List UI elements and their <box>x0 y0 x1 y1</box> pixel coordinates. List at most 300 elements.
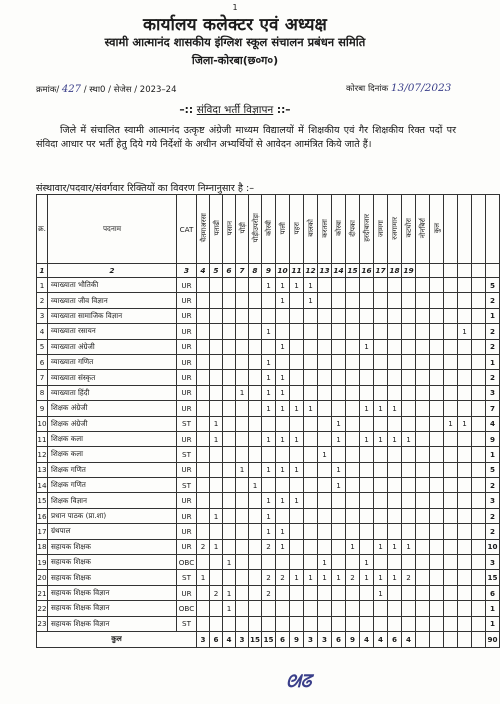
vacancy-count: 1 <box>318 570 332 585</box>
vacancy-count <box>444 370 458 385</box>
vacancy-count <box>249 508 262 523</box>
table-row <box>37 416 500 431</box>
date-line <box>346 82 451 94</box>
vacancy-count <box>332 324 346 339</box>
vacancy-count <box>332 293 346 308</box>
vacancy-count: 1 <box>276 539 290 554</box>
category: ST <box>177 570 197 585</box>
vacancy-count <box>374 416 388 431</box>
vacancy-count <box>318 401 332 416</box>
vacancy-count <box>236 354 249 369</box>
vacancy-count <box>276 308 290 323</box>
vacancy-count <box>444 278 458 293</box>
category: UR <box>177 462 197 477</box>
vacancy-count <box>388 339 402 354</box>
vacancy-count <box>318 370 332 385</box>
vacancy-count <box>374 478 388 493</box>
vacancy-count <box>444 401 458 416</box>
vacancy-count: 1 <box>332 478 346 493</box>
vacancy-count <box>388 447 402 462</box>
column-total: 6 <box>388 631 402 647</box>
vacancy-count <box>416 278 430 293</box>
column-header-label: कोरबा <box>335 220 343 236</box>
vacancy-count: 1 <box>236 385 249 400</box>
row-number: 11 <box>37 431 48 446</box>
vacancy-count: 2 <box>262 570 276 585</box>
table-row <box>37 278 500 293</box>
table-row <box>37 324 500 339</box>
vacancy-count <box>304 601 318 616</box>
vacancy-count <box>402 585 416 600</box>
column-number <box>486 264 500 278</box>
vacancy-count <box>346 370 360 385</box>
vacancy-count <box>290 416 304 431</box>
vacancy-count: 1 <box>262 354 276 369</box>
totals-label: कुल <box>37 631 197 647</box>
vacancy-count: 1 <box>223 555 236 570</box>
vacancy-count <box>223 493 236 508</box>
vacancy-count <box>430 401 444 416</box>
vacancy-count <box>360 385 374 400</box>
vacancy-count <box>360 585 374 600</box>
column-total <box>472 631 486 647</box>
vacancy-count <box>346 293 360 308</box>
vacancy-count <box>458 585 472 600</box>
vacancy-count: 1 <box>374 401 388 416</box>
vacancy-count <box>197 308 210 323</box>
vacancy-count <box>374 385 388 400</box>
vacancy-count: 1 <box>388 570 402 585</box>
vacancy-count <box>458 524 472 539</box>
column-header <box>430 195 444 264</box>
column-header <box>402 195 416 264</box>
vacancy-count <box>223 539 236 554</box>
vacancy-count <box>249 416 262 431</box>
vacancy-count <box>332 401 346 416</box>
vacancy-count <box>223 508 236 523</box>
column-header-label: पहरा <box>293 221 301 235</box>
vacancy-count <box>430 585 444 600</box>
vacancy-count <box>416 354 430 369</box>
post-name: शिक्षक अंग्रेजी <box>48 416 177 431</box>
vacancy-count <box>402 354 416 369</box>
column-number <box>444 264 458 278</box>
column-header-label: कुल <box>433 222 441 234</box>
vacancy-count <box>290 585 304 600</box>
vacancy-count <box>223 462 236 477</box>
vacancy-count <box>458 570 472 585</box>
category: UR <box>177 431 197 446</box>
column-number: 8 <box>249 264 262 278</box>
vacancy-count <box>360 278 374 293</box>
vacancy-count <box>472 416 486 431</box>
vacancy-count <box>402 616 416 631</box>
vacancy-count: 1 <box>304 293 318 308</box>
vacancy-count: 1 <box>388 539 402 554</box>
column-header <box>444 195 458 264</box>
vacancy-table <box>36 194 500 648</box>
vacancy-count <box>223 278 236 293</box>
row-total: 2 <box>486 339 500 354</box>
vacancy-count <box>318 293 332 308</box>
vacancy-count <box>458 493 472 508</box>
vacancy-count <box>374 354 388 369</box>
vacancy-count <box>416 462 430 477</box>
vacancy-count: 1 <box>318 447 332 462</box>
vacancy-count <box>402 462 416 477</box>
vacancy-count <box>388 370 402 385</box>
vacancy-count <box>430 601 444 616</box>
vacancy-count <box>346 493 360 508</box>
column-number: 15 <box>346 264 360 278</box>
column-number: 16 <box>360 264 374 278</box>
vacancy-count <box>223 324 236 339</box>
vacancy-count <box>210 555 223 570</box>
vacancy-count <box>223 293 236 308</box>
row-total: 1 <box>486 354 500 369</box>
vacancy-count <box>223 308 236 323</box>
vacancy-count <box>402 478 416 493</box>
column-number: 6 <box>223 264 236 278</box>
vacancy-count: 1 <box>360 401 374 416</box>
vacancy-count <box>402 308 416 323</box>
column-header <box>197 195 210 264</box>
vacancy-count <box>249 601 262 616</box>
vacancy-count <box>346 508 360 523</box>
vacancy-count: 1 <box>290 493 304 508</box>
vacancy-count <box>318 324 332 339</box>
column-number <box>458 264 472 278</box>
vacancy-count <box>458 293 472 308</box>
vacancy-count <box>444 339 458 354</box>
vacancy-count <box>318 339 332 354</box>
column-total: 4 <box>223 631 236 647</box>
vacancy-count <box>346 478 360 493</box>
vacancy-count <box>388 524 402 539</box>
column-total: 9 <box>346 631 360 647</box>
vacancy-count <box>318 539 332 554</box>
vacancy-count <box>444 601 458 616</box>
vacancy-count <box>304 324 318 339</box>
vacancy-count <box>430 278 444 293</box>
row-total: 7 <box>486 401 500 416</box>
vacancy-count <box>402 278 416 293</box>
vacancy-count <box>290 324 304 339</box>
vacancy-count <box>346 524 360 539</box>
vacancy-count <box>402 601 416 616</box>
vacancy-count: 1 <box>290 462 304 477</box>
vacancy-count <box>444 539 458 554</box>
vacancy-count: 1 <box>402 431 416 446</box>
row-number: 22 <box>37 601 48 616</box>
vacancy-count <box>197 324 210 339</box>
vacancy-count <box>444 324 458 339</box>
vacancy-count <box>430 385 444 400</box>
row-total: 1 <box>486 447 500 462</box>
vacancy-count <box>318 493 332 508</box>
vacancy-count <box>223 416 236 431</box>
vacancy-count <box>472 524 486 539</box>
vacancy-count <box>249 324 262 339</box>
vacancy-count: 2 <box>262 539 276 554</box>
table-row <box>37 370 500 385</box>
vacancy-count <box>444 385 458 400</box>
table-row <box>37 478 500 493</box>
column-header <box>458 195 472 264</box>
vacancy-count <box>332 339 346 354</box>
vacancy-count <box>388 308 402 323</box>
vacancy-count <box>249 524 262 539</box>
vacancy-count <box>332 524 346 539</box>
vacancy-count <box>458 339 472 354</box>
vacancy-count <box>304 431 318 446</box>
vacancy-count <box>197 385 210 400</box>
vacancy-count <box>360 508 374 523</box>
vacancy-count <box>374 308 388 323</box>
vacancy-count <box>402 339 416 354</box>
post-name: प्रधान पाठक (प्रा.शा) <box>48 508 177 523</box>
vacancy-count <box>346 416 360 431</box>
vacancy-count <box>210 570 223 585</box>
vacancy-count <box>249 339 262 354</box>
vacancy-count <box>360 447 374 462</box>
row-total: 1 <box>486 616 500 631</box>
vacancy-count <box>197 585 210 600</box>
table-row <box>37 293 500 308</box>
column-total: 4 <box>360 631 374 647</box>
vacancy-count <box>304 585 318 600</box>
vacancy-count <box>304 616 318 631</box>
category: UR <box>177 354 197 369</box>
post-name: शिक्षक कला <box>48 431 177 446</box>
vacancy-count <box>236 570 249 585</box>
vacancy-count <box>458 555 472 570</box>
vacancy-count <box>249 539 262 554</box>
vacancy-count <box>290 508 304 523</box>
vacancy-count <box>318 601 332 616</box>
vacancy-count: 1 <box>276 493 290 508</box>
table-row <box>37 555 500 570</box>
vacancy-count <box>210 385 223 400</box>
vacancy-count <box>402 493 416 508</box>
vacancy-count <box>472 447 486 462</box>
vacancy-count <box>223 370 236 385</box>
vacancy-count: 1 <box>223 585 236 600</box>
vacancy-count: 1 <box>374 585 388 600</box>
vacancy-count <box>346 462 360 477</box>
vacancy-count <box>197 416 210 431</box>
vacancy-count <box>236 401 249 416</box>
vacancy-count: 1 <box>458 416 472 431</box>
vacancy-count: 1 <box>388 431 402 446</box>
vacancy-count <box>458 462 472 477</box>
subject-heading: –:: संविदा भर्ती विज्ञापन ::– <box>179 104 291 116</box>
vacancy-count <box>290 308 304 323</box>
vacancy-count: 1 <box>210 508 223 523</box>
vacancy-count <box>223 385 236 400</box>
row-total: 4 <box>486 416 500 431</box>
vacancy-count: 1 <box>374 539 388 554</box>
column-total: 15 <box>262 631 276 647</box>
vacancy-count <box>346 601 360 616</box>
row-total: 1 <box>486 308 500 323</box>
row-total: 2 <box>486 324 500 339</box>
vacancy-count: 2 <box>197 539 210 554</box>
vacancy-count <box>374 293 388 308</box>
vacancy-count: 1 <box>458 324 472 339</box>
vacancy-count <box>360 616 374 631</box>
vacancy-count <box>360 462 374 477</box>
column-header-label: नोनबिर्रा <box>419 217 427 239</box>
vacancy-count <box>346 447 360 462</box>
table-row <box>37 354 500 369</box>
vacancy-count <box>388 354 402 369</box>
vacancy-count <box>332 385 346 400</box>
vacancy-count <box>249 555 262 570</box>
category: UR <box>177 508 197 523</box>
vacancy-count <box>276 354 290 369</box>
vacancy-count <box>444 555 458 570</box>
row-number: 18 <box>37 539 48 554</box>
post-name: व्याख्याता भौतिकी <box>48 278 177 293</box>
vacancy-count: 1 <box>360 555 374 570</box>
vacancy-count: 1 <box>360 339 374 354</box>
vacancy-count <box>472 462 486 477</box>
vacancy-count <box>430 324 444 339</box>
vacancy-count <box>402 401 416 416</box>
category: UR <box>177 539 197 554</box>
vacancy-count <box>276 416 290 431</box>
vacancy-count <box>332 585 346 600</box>
vacancy-count <box>332 278 346 293</box>
vacancy-count <box>374 278 388 293</box>
table-row <box>37 585 500 600</box>
post-name: शिक्षक गणित <box>48 478 177 493</box>
column-header <box>290 195 304 264</box>
vacancy-count <box>210 493 223 508</box>
column-header <box>223 195 236 264</box>
table-row <box>37 601 500 616</box>
vacancy-count <box>210 339 223 354</box>
vacancy-count <box>276 585 290 600</box>
post-name: शिक्षक विज्ञान <box>48 493 177 508</box>
vacancy-count <box>430 447 444 462</box>
vacancy-count <box>472 539 486 554</box>
row-total: 9 <box>486 431 500 446</box>
vacancy-count <box>290 601 304 616</box>
vacancy-count <box>374 524 388 539</box>
post-name: सहायक शिक्षक विज्ञान <box>48 616 177 631</box>
vacancy-count <box>416 431 430 446</box>
vacancy-count: 1 <box>388 401 402 416</box>
vacancy-count <box>346 278 360 293</box>
vacancy-count <box>236 293 249 308</box>
vacancy-count <box>388 616 402 631</box>
vacancy-count <box>388 508 402 523</box>
district-line: जिला-कोरबा(छ०ग०) <box>191 54 279 67</box>
vacancy-count <box>197 401 210 416</box>
vacancy-count: 1 <box>236 462 249 477</box>
vacancy-count <box>458 308 472 323</box>
column-header-label: पताढी <box>212 220 221 236</box>
row-number: 16 <box>37 508 48 523</box>
vacancy-count <box>236 524 249 539</box>
vacancy-count <box>236 601 249 616</box>
vacancy-count <box>360 308 374 323</box>
vacancy-count: 1 <box>290 570 304 585</box>
row-number: 1 <box>37 278 48 293</box>
column-number: 7 <box>236 264 249 278</box>
vacancy-count: 1 <box>262 401 276 416</box>
column-total: 3 <box>304 631 318 647</box>
table-row <box>37 401 500 416</box>
post-name: सहायक शिक्षक <box>48 570 177 585</box>
vacancy-count <box>236 416 249 431</box>
vacancy-count: 2 <box>276 570 290 585</box>
vacancy-count <box>346 431 360 446</box>
vacancy-count <box>416 524 430 539</box>
vacancy-count <box>430 416 444 431</box>
table-row <box>37 493 500 508</box>
vacancy-count <box>318 524 332 539</box>
vacancy-count <box>402 324 416 339</box>
vacancy-count <box>197 354 210 369</box>
post-name: शिक्षक कला <box>48 447 177 462</box>
vacancy-count: 1 <box>197 570 210 585</box>
category: ST <box>177 616 197 631</box>
vacancy-count <box>276 555 290 570</box>
table-row <box>37 431 500 446</box>
vacancy-count <box>236 585 249 600</box>
vacancy-count <box>223 431 236 446</box>
row-number: 19 <box>37 555 48 570</box>
vacancy-count: 1 <box>318 555 332 570</box>
vacancy-count <box>304 493 318 508</box>
vacancy-count <box>388 478 402 493</box>
vacancy-count: 1 <box>276 462 290 477</box>
vacancy-count <box>304 416 318 431</box>
vacancy-count: 1 <box>262 385 276 400</box>
vacancy-count <box>236 478 249 493</box>
vacancy-count <box>458 431 472 446</box>
vacancy-count <box>360 539 374 554</box>
vacancy-count <box>388 555 402 570</box>
vacancy-count <box>472 339 486 354</box>
vacancy-count <box>374 555 388 570</box>
vacancy-count <box>444 478 458 493</box>
vacancy-count <box>249 385 262 400</box>
vacancy-count <box>388 601 402 616</box>
post-name: सहायक शिक्षक विज्ञान <box>48 585 177 600</box>
vacancy-count <box>458 539 472 554</box>
vacancy-count <box>290 447 304 462</box>
vacancy-count <box>472 570 486 585</box>
vacancy-count <box>444 462 458 477</box>
vacancy-count <box>388 278 402 293</box>
post-name: व्याख्याता जीव विज्ञान <box>48 293 177 308</box>
reference-handwritten-number: 427 <box>61 84 82 95</box>
category: UR <box>177 293 197 308</box>
row-number: 13 <box>37 462 48 477</box>
table-row <box>37 570 500 585</box>
vacancy-count <box>290 293 304 308</box>
vacancy-count <box>458 401 472 416</box>
row-number: 15 <box>37 493 48 508</box>
column-header-label: कटघोरा <box>405 218 413 238</box>
vacancy-count <box>458 278 472 293</box>
vacancy-count: 1 <box>290 401 304 416</box>
column-number: 2 <box>48 264 177 278</box>
